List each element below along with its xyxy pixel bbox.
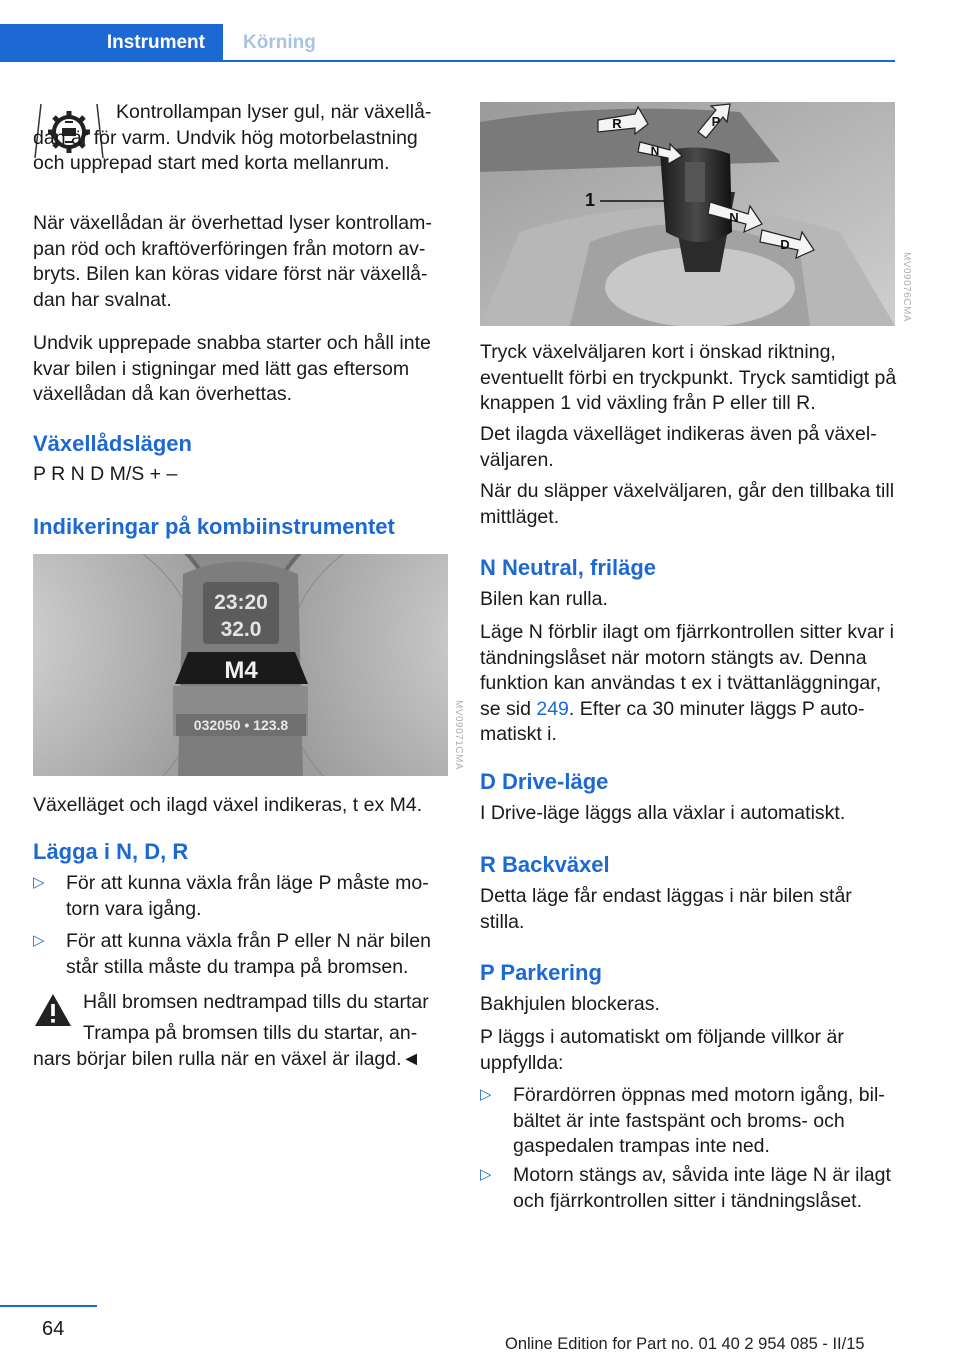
- bullet-text: Motorn stängs av, såvida inte läge N är ilagt och fjärrkontrollen sitter i tändningslåset.: [513, 1164, 891, 1212]
- cluster-time: 23:20: [214, 591, 268, 614]
- neutral-text-2: [480, 620, 898, 748]
- park-text-1: Bakhjulen blockeras.: [480, 993, 660, 1015]
- bullet-marker: ▷: [480, 1086, 492, 1103]
- caution-text: Trampa på bromsen tills du startar, annars börjar bilen rulla när en växel är ilagd.◄: [33, 1022, 421, 1070]
- header-rule: [0, 60, 895, 62]
- cluster-temp: 32.0: [220, 618, 262, 641]
- list-item: [480, 1163, 898, 1214]
- heading-drive: D Drive-läge: [480, 769, 609, 794]
- bullet-text: För att kunna växla från P eller N när bilen står stilla måste du trampa på bromsen.: [66, 930, 431, 978]
- neutral-text-1: Bilen kan rulla.: [480, 588, 608, 610]
- heading-gear-modes: Växellådslägen: [33, 431, 192, 456]
- bullet-text: Förardörren öppnas med motorn igång, bilbältet är inte fastspänt och broms- och gaspedalen trampas inte ned.: [513, 1084, 885, 1157]
- caution-title: Håll bromsen nedtrampad tills du startar: [83, 991, 429, 1013]
- bullet-marker: ▷: [33, 874, 45, 891]
- arrow-label-n-upper: N: [650, 144, 660, 158]
- selector-callout: 1: [584, 190, 596, 210]
- release-paragraph: När du släpper växelväljaren, går den tillbaka till mittläget.: [480, 480, 895, 528]
- bullet-marker: ▷: [480, 1166, 492, 1183]
- edition-text: Online Edition for Part no. 01 40 2 954 085 - II/15: [505, 1335, 865, 1353]
- bullet-text: För att kunna växla från läge P måste motorn vara igång.: [66, 872, 429, 920]
- arrow-label-r: R: [612, 116, 622, 131]
- cluster-gear: M4: [224, 657, 258, 684]
- list-item: [33, 929, 448, 980]
- neutral-text-2a: Läge N förblir ilagt om fjärrkontrollen sitter kvar i tändningslåset när motorn stängts av. Denna funktion kan användas t ex i tvättanläggningar, se sid: [480, 621, 894, 720]
- overheat-paragraph: När växellådan är överhettad lyser kontrollampan röd och kraftöverföringen från motorn avbryts. Bilen kan köras vidare först när växellådan har svalnat.: [33, 212, 432, 311]
- warning-text: Kontrollampan lyser gul, när växellådan är för varm. Undvik hög motorbelastning och upprepad start med korta mellanrum.: [33, 101, 432, 174]
- footer-rule: [0, 1305, 97, 1307]
- neutral-text-2b: . Efter ca 30 minuter läggs P automatiskt i.: [480, 697, 865, 745]
- page-link-249[interactable]: 249: [536, 697, 569, 720]
- image-code-selector: MV09076CMA: [901, 252, 912, 323]
- park-text-2: P läggs i automatiskt om följande villkor är uppfyllda:: [480, 1026, 844, 1074]
- drive-text: I Drive-läge läggs alla växlar i automatiskt.: [480, 802, 846, 824]
- heading-park: P Parkering: [480, 960, 602, 985]
- tab-korning[interactable]: Körning: [243, 31, 316, 53]
- avoid-starts-paragraph: Undvik upprepade snabba starter och håll inte kvar bilen i stigningar med lätt gas eftersom växellådan då kan överhettas.: [33, 332, 431, 405]
- tab-instrument[interactable]: Instrument: [0, 24, 223, 61]
- arrow-label-p: P: [711, 114, 721, 129]
- list-item: [480, 1083, 898, 1160]
- list-item: [33, 871, 448, 922]
- reverse-text: Detta läge får endast läggas i när bilen står stilla.: [480, 885, 852, 933]
- image-code-cluster: MV09071CMA: [453, 700, 464, 771]
- heading-cluster-indication: Indikeringar på kombiinstrumentet: [33, 514, 395, 539]
- gear-selector-image: [480, 102, 895, 326]
- cluster-odometer: 032050 • 123.8: [193, 717, 289, 733]
- arrow-label-n-lower: N: [729, 210, 739, 225]
- gear-modes-list: P R N D M/S + –: [33, 463, 178, 485]
- arrow-label-d: D: [780, 237, 790, 252]
- selector-paragraph: Tryck växelväljaren kort i önskad riktning, eventuellt förbi en tryckpunkt. Tryck samtidigt på knappen 1 vid växling från P eller till R.: [480, 341, 897, 414]
- indicated-paragraph: Det ilagda växelläget indikeras även på växelväljaren.: [480, 423, 877, 471]
- heading-engage-gears: Lägga i N, D, R: [33, 839, 189, 864]
- heading-neutral: N Neutral, friläge: [480, 555, 657, 580]
- bullet-marker: ▷: [33, 932, 45, 949]
- cluster-caption: Växelläget och ilagd växel indikeras, t ex M4.: [33, 794, 423, 816]
- heading-reverse: R Backväxel: [480, 852, 610, 877]
- page-number: 64: [42, 1318, 65, 1340]
- instrument-cluster-image: [33, 554, 448, 776]
